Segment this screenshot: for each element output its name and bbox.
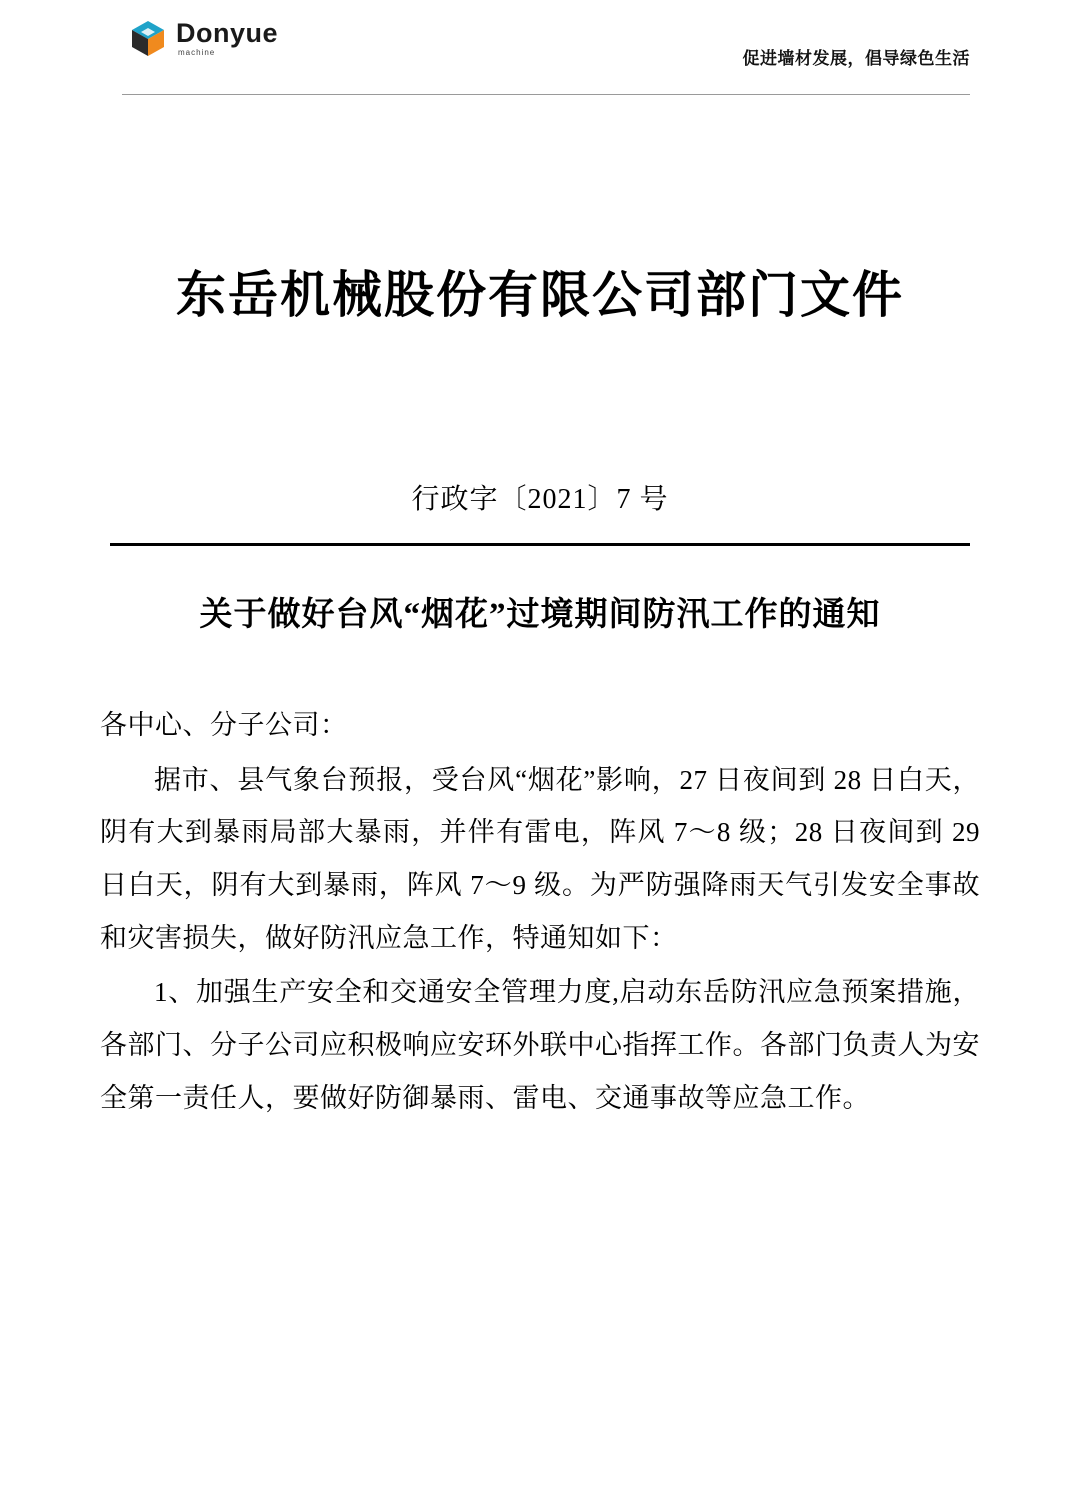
header-slogan: 促进墙材发展，倡导绿色生活 (742, 49, 970, 68)
addressee-line: 各中心、分子公司： (100, 710, 348, 741)
logo-text (176, 17, 279, 57)
body-paragraph-1: 据市、县气象台预报，受台风“烟花”影响，27 日夜间到 28 日白天，阴有大到暴雨局部大暴雨，并伴有雷电，阵风 7～8 级；28 日夜间到 29 日白天，阴有大到暴雨，阵风 7～9 级。为严防强降雨天气引发安全事故和灾害损失，做好防汛应急工作，特通知如下： (100, 764, 980, 953)
document-page (0, 18, 1080, 1503)
company-logo (128, 18, 278, 58)
document-number: 行政字〔2021〕7 号 (411, 484, 669, 515)
page-header (100, 18, 980, 88)
header-divider (122, 94, 970, 95)
logo-subtext: machine (178, 47, 216, 57)
body-paragraph-2: 1、加强生产安全和交通安全管理力度,启动东岳防汛应急预案措施，各部门、分子公司应积极响应安环外联中心指挥工作。各部门负责人为安全第一责任人，要做好防御暴雨、雷电、交通事故等应急工作。 (100, 977, 980, 1113)
cube-logo-icon (128, 18, 168, 58)
document-body (100, 699, 980, 1124)
document-subject: 关于做好台风“烟花”过境期间防汛工作的通知 (199, 597, 881, 633)
page-title: 东岳机械股份有限公司部门文件 (176, 267, 904, 323)
title-divider (110, 543, 970, 546)
logo-wordmark: Donyue (176, 17, 279, 48)
